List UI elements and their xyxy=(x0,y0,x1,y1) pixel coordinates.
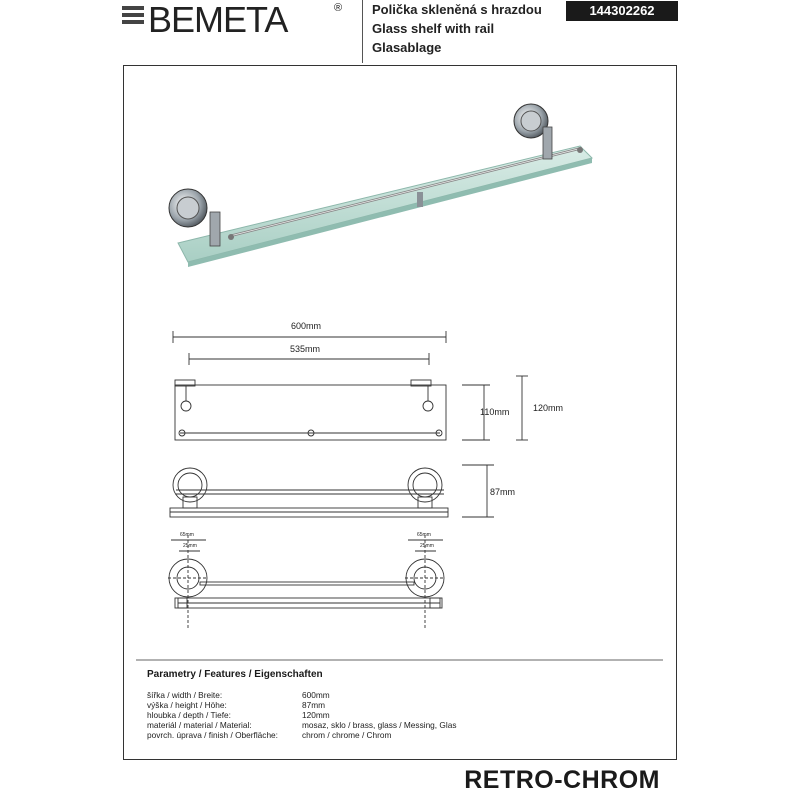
title-en: Glass shelf with rail xyxy=(372,21,495,36)
title-cz: Polička skleněná s hrazdou xyxy=(372,2,542,17)
params-title: Parametry / Features / Eigenschaften xyxy=(147,669,323,680)
param-label: hloubka / depth / Tiefe: xyxy=(147,710,231,720)
top-view xyxy=(170,465,494,517)
param-label: materiál / material / Material: xyxy=(147,720,252,730)
param-value: chrom / chrome / Chrom xyxy=(302,730,392,740)
dim-height-total: 120mm xyxy=(533,403,564,413)
series-name: RETRO-CHROM xyxy=(464,766,660,794)
param-label: výška / height / Höhe: xyxy=(147,700,227,710)
product-code: 144302262 xyxy=(566,1,678,21)
dim-height-glass: 110mm xyxy=(480,407,510,417)
dim-depth: 87mm xyxy=(490,487,516,497)
bracket-view xyxy=(168,535,445,628)
param-value: mosaz, sklo / brass, glass / Messing, Glas xyxy=(302,720,457,730)
param-value: 600mm xyxy=(302,690,330,700)
dim-bracket-outer-right: 65mm xyxy=(417,532,431,538)
param-value: 120mm xyxy=(302,710,330,720)
dim-inner-width: 535mm xyxy=(290,344,321,354)
param-label: šířka / width / Breite: xyxy=(147,690,223,700)
param-label: povrch. úprava / finish / Oberfläche: xyxy=(147,730,278,740)
dim-bracket-inner-right: 25mm xyxy=(420,543,434,549)
title-de: Glasablage xyxy=(372,40,442,55)
dim-bracket-outer-left: 65mm xyxy=(180,532,194,538)
brand-name: BEMETA xyxy=(148,0,288,40)
registered-mark: ® xyxy=(334,2,343,14)
param-value: 87mm xyxy=(302,700,326,710)
dim-width: 600mm xyxy=(291,321,322,331)
dim-bracket-inner-left: 25mm xyxy=(183,543,197,549)
product-photo xyxy=(169,104,592,267)
front-view xyxy=(173,331,528,440)
